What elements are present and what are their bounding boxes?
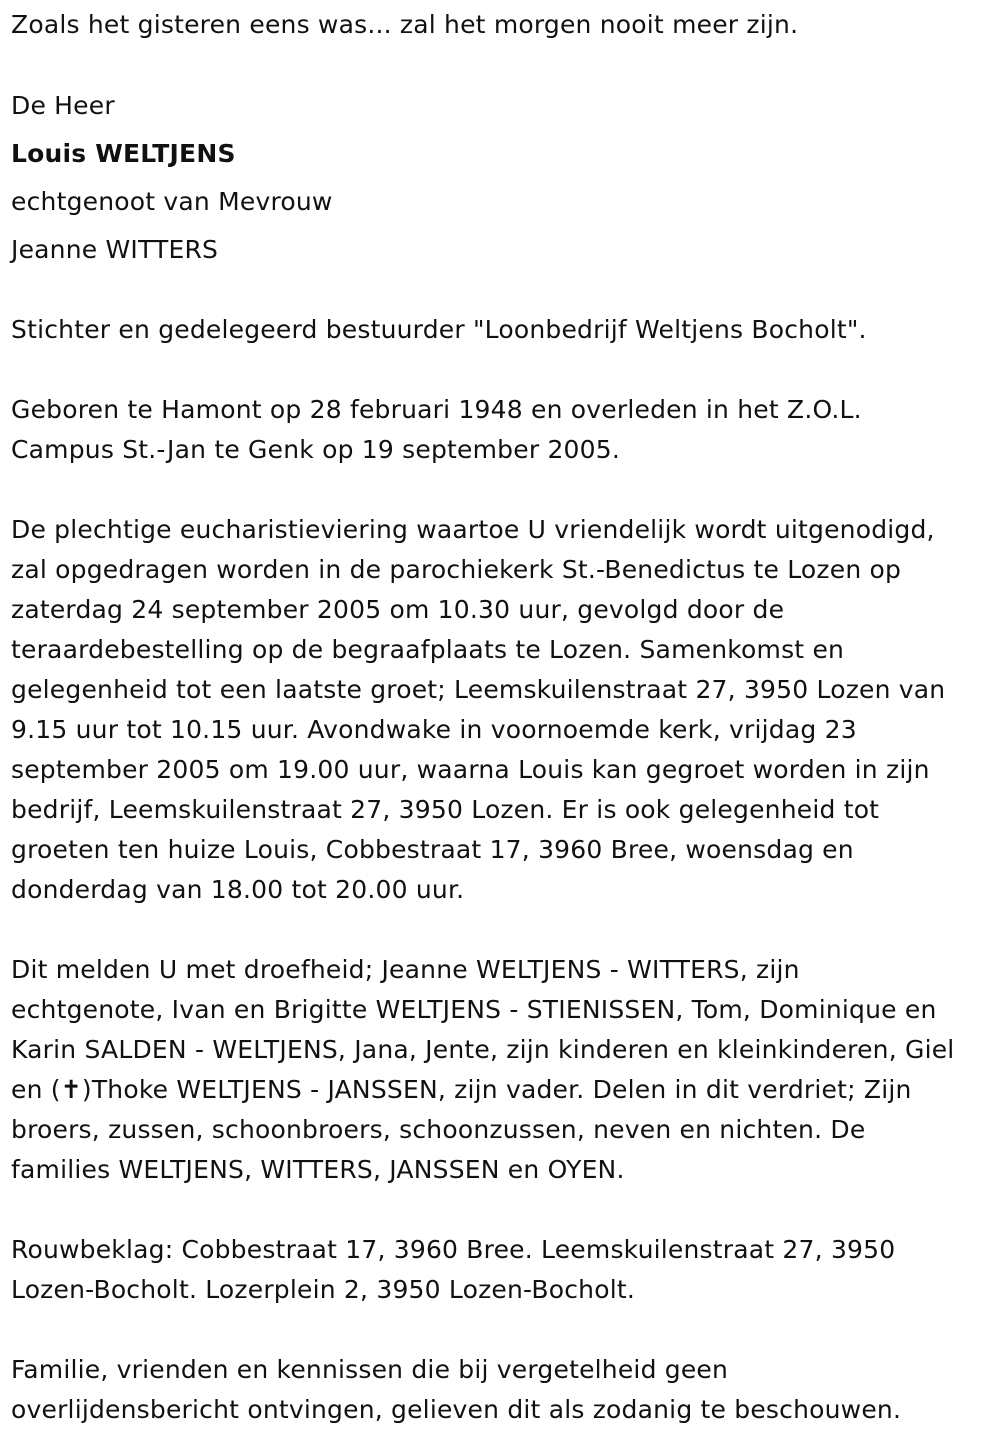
birth-death-line: Campus St.-Jan te Genk op 19 september 2005. xyxy=(11,435,621,464)
deceased-name: Louis WELTJENS xyxy=(11,139,236,168)
closing-line: Familie, vrienden en kennissen die bij vergetelheid geen xyxy=(11,1355,729,1384)
family-line: Karin SALDEN - WELTJENS, Jana, Jente, zijn kinderen en kleinkinderen, Giel xyxy=(11,1035,955,1064)
family-line: broers, zussen, schoonbroers, schoonzussen, neven en nichten. De xyxy=(11,1115,866,1144)
family-line: families WELTJENS, WITTERS, JANSSEN en OYEN. xyxy=(11,1155,625,1184)
ceremony-line: groeten ten huize Louis, Cobbestraat 17, 3960 Bree, woensdag en xyxy=(11,835,854,864)
ceremony-line: september 2005 om 19.00 uur, waarna Louis kan gegroet worden in zijn xyxy=(11,755,930,784)
spouse-name: Jeanne WITTERS xyxy=(11,235,219,264)
ceremony-line: zaterdag 24 september 2005 om 10.30 uur, gevolgd door de xyxy=(11,595,785,624)
condolences-line: Lozen-Bocholt. Lozerplein 2, 3950 Lozen-Bocholt. xyxy=(11,1275,635,1304)
ceremony-line: bedrijf, Leemskuilenstraat 27, 3950 Lozen. Er is ook gelegenheid tot xyxy=(11,795,880,824)
ceremony-line: teraardebestelling op de begraafplaats te Lozen. Samenkomst en xyxy=(11,635,845,664)
family-line: en (✝)Thoke WELTJENS - JANSSEN, zijn vader. Delen in dit verdriet; Zijn xyxy=(11,1075,912,1104)
ceremony-line: zal opgedragen worden in de parochiekerk St.-Benedictus te Lozen op xyxy=(11,555,902,584)
closing-line: overlijdensbericht ontvingen, gelieven dit als zodanig te beschouwen. xyxy=(11,1395,902,1424)
spouse-intro: echtgenoot van Mevrouw xyxy=(11,187,333,216)
ceremony-line: De plechtige eucharistieviering waartoe U vriendelijk wordt uitgenodigd, xyxy=(11,515,935,544)
family-line: echtgenote, Ivan en Brigitte WELTJENS - STIENISSEN, Tom, Dominique en xyxy=(11,995,937,1024)
ceremony-line: gelegenheid tot een laatste groet; Leemskuilenstraat 27, 3950 Lozen van xyxy=(11,675,946,704)
condolences-line: Rouwbeklag: Cobbestraat 17, 3960 Bree. Leemskuilenstraat 27, 3950 xyxy=(11,1235,896,1264)
family-line: Dit melden U met droefheid; Jeanne WELTJENS - WITTERS, zijn xyxy=(11,955,800,984)
ceremony-line: 9.15 uur tot 10.15 uur. Avondwake in voornoemde kerk, vrijdag 23 xyxy=(11,715,857,744)
salutation: De Heer xyxy=(11,91,115,120)
opening-quote: Zoals het gisteren eens was... zal het morgen nooit meer zijn. xyxy=(11,10,799,39)
ceremony-line: donderdag van 18.00 tot 20.00 uur. xyxy=(11,875,465,904)
birth-death-line: Geboren te Hamont op 28 februari 1948 en overleden in het Z.O.L. xyxy=(11,395,862,424)
role-statement: Stichter en gedelegeerd bestuurder "Loonbedrijf Weltjens Bocholt". xyxy=(11,315,867,344)
